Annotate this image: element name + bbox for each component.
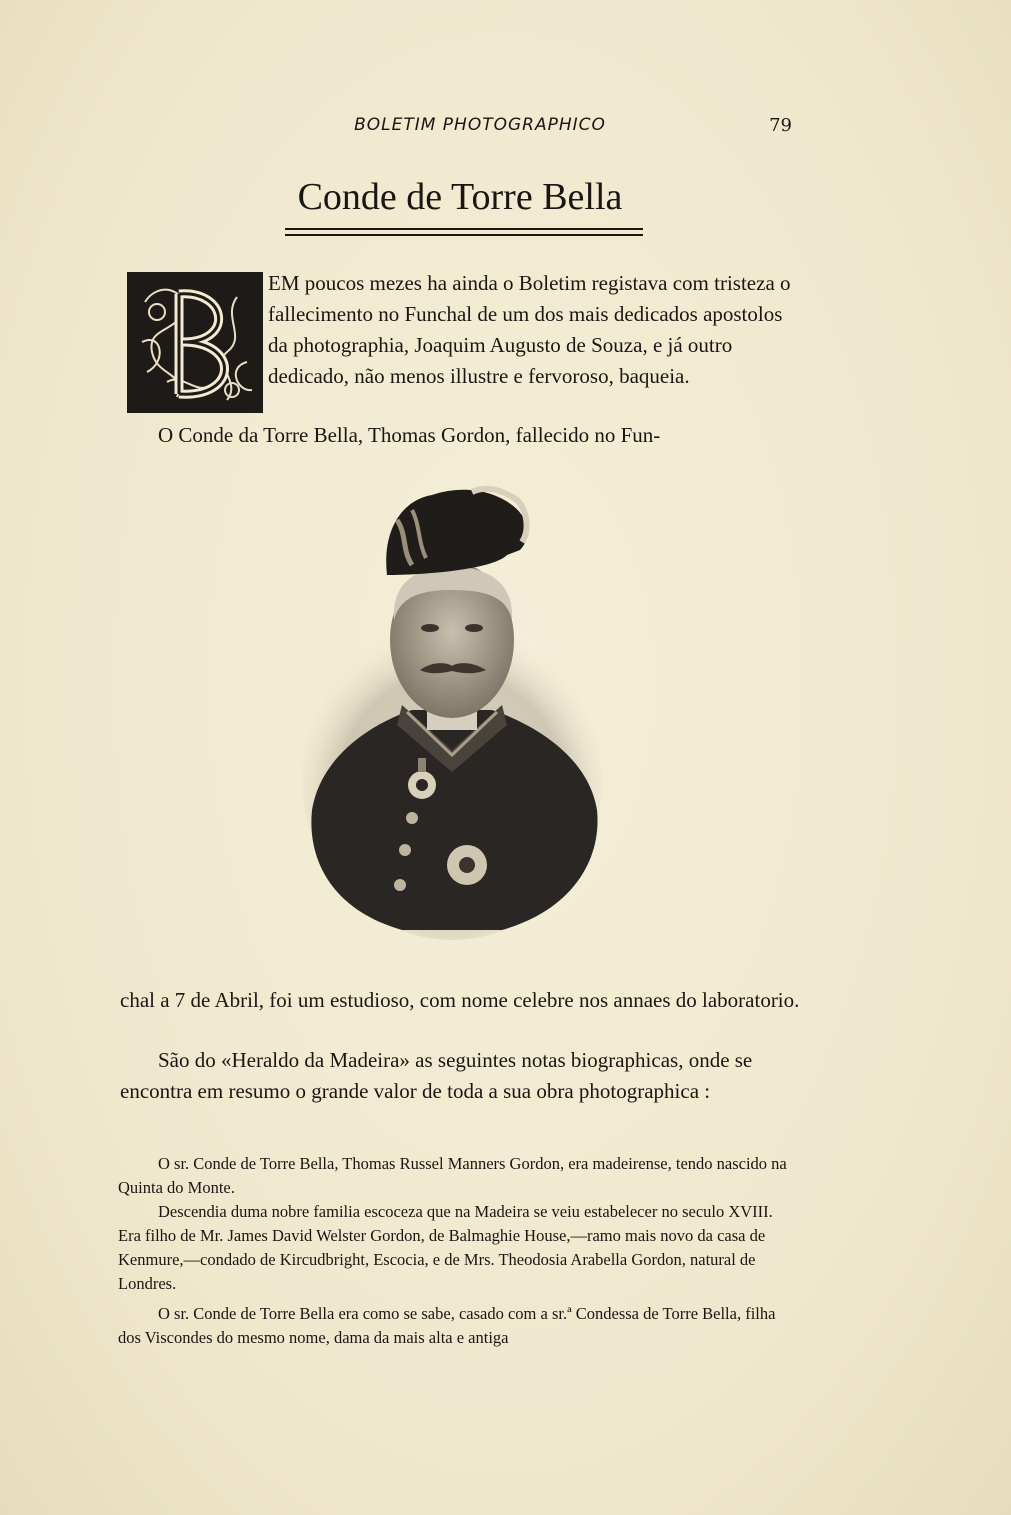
quoted-paragraph-2: Descendia duma nobre familia escoceza que na Madeira se veiu estabelecer no seculo XVIII. Era filho de Mr. James David Welster Gordon, de Balmaghie House,—ramo mais novo da casa de Kenmure,—condado de Kircudbright, Escocia, e de Mrs. Theodosia Arabella Gordon, natural de Londres.	[118, 1202, 773, 1293]
portrait-photograph	[302, 480, 602, 940]
article-title: Conde de Torre Bella	[297, 176, 623, 218]
source-paragraph: São do «Heraldo da Madeira» as seguintes notas biographicas, onde se encontra em resumo o grande valor de toda a sua obra photographica :	[120, 1048, 753, 1103]
quoted-paragraph-1: O sr. Conde de Torre Bella, Thomas Russel Manners Gordon, era madeirense, tendo nascido na Quinta do Monte.	[118, 1154, 787, 1197]
quoted-paragraph-3: O sr. Conde de Torre Bella era como se sabe, casado com a sr.ª Condessa de Torre Bella, filha dos Viscondes do mesmo nome, dama da mais alta e antiga	[118, 1304, 776, 1347]
continuation-paragraph: chal a 7 de Abril, foi um estudioso, com nome celebre nos annaes do laboratorio.	[120, 988, 800, 1012]
intro-paragraph: EM poucos mezes ha ainda o Boletim registava com tristeza o fallecimento no Funchal de um dos mais dedicados apostolos da photographia, Joaquim Augusto de Souza, e já outro dedicado, não menos illustre e fervoroso, baqueia.	[268, 271, 791, 388]
running-head	[120, 115, 800, 139]
title-rule-top	[285, 228, 643, 230]
title-rule-bottom	[285, 234, 643, 236]
page-number: 79	[769, 115, 792, 136]
ornamental-drop-cap	[127, 272, 263, 413]
journal-title: BOLETIM PHOTOGRAPHICO	[354, 115, 606, 135]
intro-continued-line: O Conde da Torre Bella, Thomas Gordon, fallecido no Fun-	[158, 423, 661, 447]
